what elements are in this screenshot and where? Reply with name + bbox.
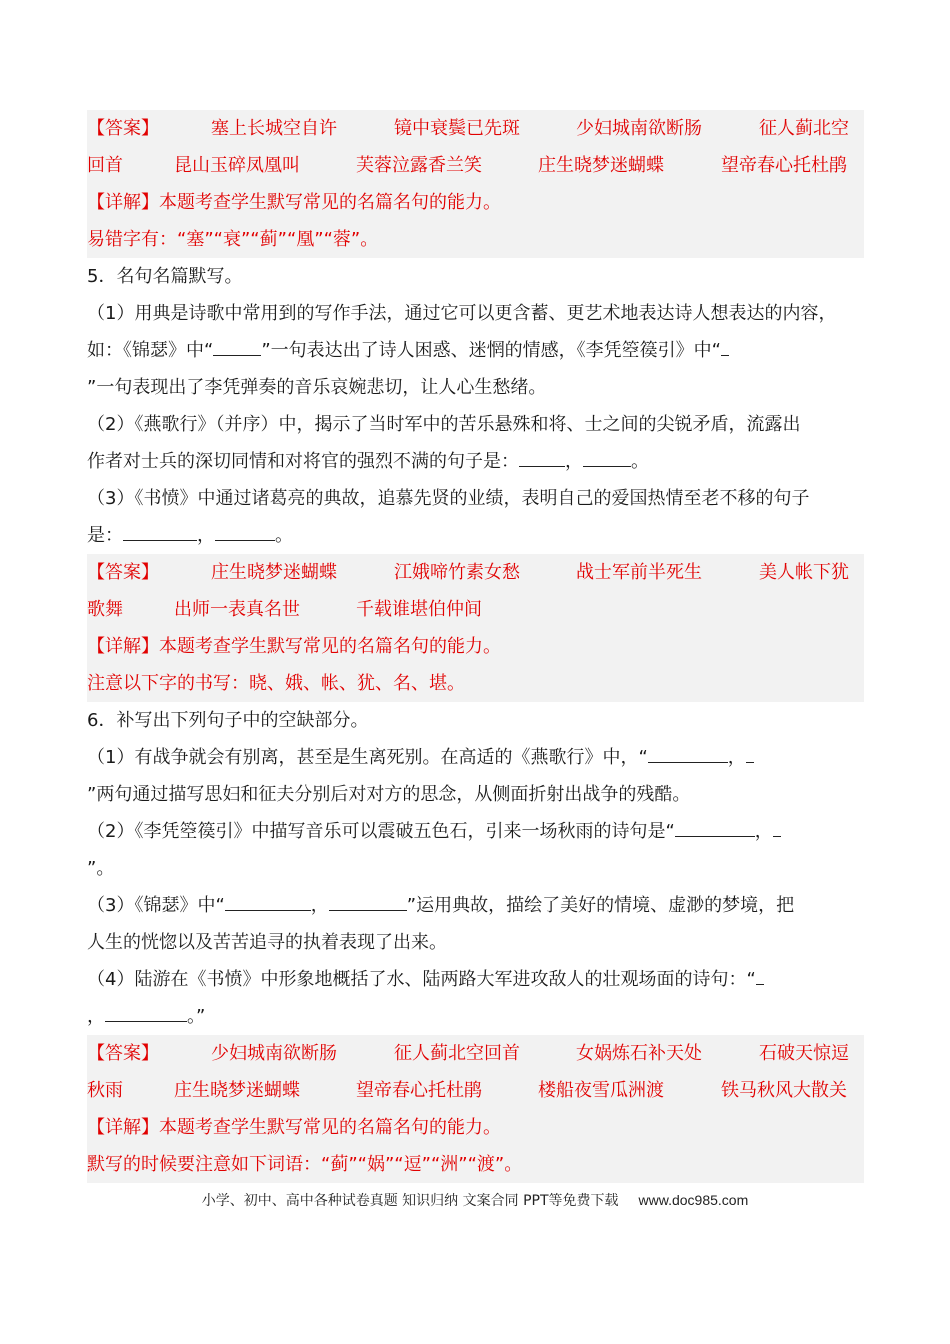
fill-blank[interactable] — [225, 888, 311, 911]
question-text: ”两句通过描写思妇和征夫分别后对对方的思念，从侧面折射出战争的残酷。 — [87, 784, 691, 805]
question-text — [87, 887, 864, 924]
answer-item: 石破天惊逗 — [759, 1043, 849, 1064]
text-span: （1）有战争就会有别离，甚至是生离死别。在高适的《燕歌行》中，“ — [87, 747, 648, 768]
footer-text: 小学、初中、高中各种试卷真题 知识归纳 文案合同 PPT等免费下载 — [201, 1193, 619, 1209]
footer-link[interactable]: www.doc985.com — [638, 1192, 749, 1208]
text-span: 。” — [187, 1006, 206, 1027]
text-span: 作者对士兵的深切同情和对将官的强烈不满的句子是： — [87, 451, 519, 472]
fill-blank[interactable] — [105, 999, 187, 1022]
answer-detail: 【详解】本题考查学生默写常见的名篇名句的能力。 — [87, 184, 864, 221]
answer-item: 楼船夜雪瓜洲渡 — [538, 1080, 664, 1101]
answer-item: 芙蓉泣露香兰笑 — [356, 155, 482, 176]
answer-label: 【答案】 — [87, 118, 159, 139]
answer-item: 望帝春心托杜鹃 — [356, 1080, 482, 1101]
answer-item: 望帝春心托杜鹃 — [721, 155, 847, 176]
answer-label: 【答案】 — [87, 1043, 159, 1064]
text-span: ， — [87, 1006, 105, 1027]
answer-detail: 【详解】本题考查学生默写常见的名篇名句的能力。 — [87, 1109, 864, 1146]
answer-row — [87, 591, 864, 628]
answer-item: 少妇城南欲断肠 — [576, 118, 702, 139]
answer-note: 默写的时候要注意如下词语：“蓟”“娲”“逗”“洲”“渡”。 — [87, 1146, 864, 1183]
answer-row — [87, 1072, 864, 1109]
answer-item: 出师一表真名世 — [174, 599, 300, 620]
answer-item: 塞上长城空自许 — [211, 118, 337, 139]
question-text — [87, 998, 864, 1035]
answer-row — [87, 554, 864, 591]
answer-item: 秋雨 — [87, 1080, 123, 1101]
text-span: ， — [754, 821, 773, 842]
question-text: （1）用典是诗歌中常用到的写作手法，通过它可以更含蓄、更艺术地表达诗人想表达的内容， — [87, 303, 837, 324]
question-5 — [87, 258, 864, 554]
question-text: 人生的恍惚以及苦苦追寻的执着表现了出来。 — [87, 932, 447, 953]
fill-blank[interactable] — [675, 814, 755, 837]
answer-item: 昆山玉碎凤凰叫 — [174, 155, 300, 176]
answer-note: 注意以下字的书写：晓、娥、帐、犹、名、堪。 — [87, 665, 864, 702]
answer-block-q4 — [87, 110, 864, 258]
text-span: （2）《李凭箜篌引》中描写音乐可以震破五色石，引来一场秋雨的诗句是“ — [87, 821, 675, 842]
text-span: （4）陆游在《书愤》中形象地概括了水、陆两路大军进攻敌人的壮观场面的诗句：“ — [87, 969, 756, 990]
fill-blank[interactable] — [756, 962, 764, 985]
question-text — [87, 813, 864, 850]
question-text — [87, 332, 864, 369]
text-span: ”运用典故，描绘了美好的情境、虚渺的梦境，把 — [406, 895, 795, 916]
fill-blank[interactable] — [746, 740, 754, 763]
answer-item: 庄生晓梦迷蝴蝶 — [174, 1080, 300, 1101]
fill-blank[interactable] — [648, 740, 728, 763]
question-text: ”一句表现出了李凭弹奏的音乐哀婉悲切，让人心生愁绪。 — [87, 377, 547, 398]
answer-label: 【答案】 — [87, 562, 159, 583]
question-text — [87, 961, 864, 998]
answer-item: 回首 — [87, 155, 123, 176]
text-span: 。 — [275, 525, 293, 546]
fill-blank[interactable] — [773, 814, 781, 837]
page-content — [87, 110, 864, 1183]
answer-row — [87, 147, 864, 184]
answer-item: 歌舞 — [87, 599, 123, 620]
answer-item: 镜中衰鬓已先斑 — [394, 118, 520, 139]
answer-item: 千载谁堪伯仲间 — [356, 599, 482, 620]
answer-item: 少妇城南欲断肠 — [211, 1043, 337, 1064]
question-title: 6．补写出下列句子中的空缺部分。 — [87, 710, 369, 731]
question-text — [87, 443, 864, 480]
answer-item: 战士军前半死生 — [576, 562, 702, 583]
question-text: ”。 — [87, 858, 115, 879]
answer-item: 美人帐下犹 — [759, 562, 849, 583]
question-title: 5．名句名篇默写。 — [87, 266, 243, 287]
text-span: 如：《锦瑟》中“ — [87, 340, 214, 361]
text-span: ， — [565, 451, 583, 472]
fill-blank[interactable] — [213, 333, 261, 356]
text-span: （3）《锦瑟》中“ — [87, 895, 225, 916]
answer-item: 征人蓟北空回首 — [394, 1043, 520, 1064]
question-text — [87, 739, 864, 776]
answer-item: 庄生晓梦迷蝴蝶 — [211, 562, 337, 583]
answer-row — [87, 110, 864, 147]
fill-blank[interactable] — [329, 888, 407, 911]
text-span: 是： — [87, 525, 123, 546]
answer-item: 女娲炼石补天处 — [576, 1043, 702, 1064]
answer-item: 江娥啼竹素女愁 — [394, 562, 520, 583]
fill-blank[interactable] — [583, 444, 631, 467]
answer-item: 铁马秋风大散关 — [721, 1080, 847, 1101]
fill-blank[interactable] — [519, 444, 565, 467]
text-span: 。 — [631, 451, 649, 472]
question-text — [87, 517, 864, 554]
page-footer — [0, 1188, 950, 1213]
answer-detail: 【详解】本题考查学生默写常见的名篇名句的能力。 — [87, 628, 864, 665]
fill-blank[interactable] — [721, 333, 729, 356]
text-span: ， — [727, 747, 746, 768]
text-span: ， — [197, 525, 215, 546]
answer-item: 庄生晓梦迷蝴蝶 — [538, 155, 664, 176]
text-span: ， — [310, 895, 329, 916]
fill-blank[interactable] — [215, 518, 275, 541]
answer-item: 征人蓟北空 — [759, 118, 849, 139]
question-text: （3）《书愤》中通过诸葛亮的典故，追慕先贤的业绩，表明自己的爱国热情至老不移的句子 — [87, 488, 810, 509]
fill-blank[interactable] — [123, 518, 197, 541]
text-span: ”一句表达出了诗人困惑、迷惘的情感，《李凭箜篌引》中“ — [261, 340, 721, 361]
answer-block-q5 — [87, 554, 864, 702]
answer-note: 易错字有：“塞”“衰”“蓟”“凰”“蓉”。 — [87, 221, 864, 258]
answer-row — [87, 1035, 864, 1072]
question-text: （2）《燕歌行》（并序）中，揭示了当时军中的苦乐悬殊和将、士之间的尖锐矛盾，流露出 — [87, 414, 801, 435]
answer-block-q6 — [87, 1035, 864, 1183]
question-6 — [87, 702, 864, 1035]
